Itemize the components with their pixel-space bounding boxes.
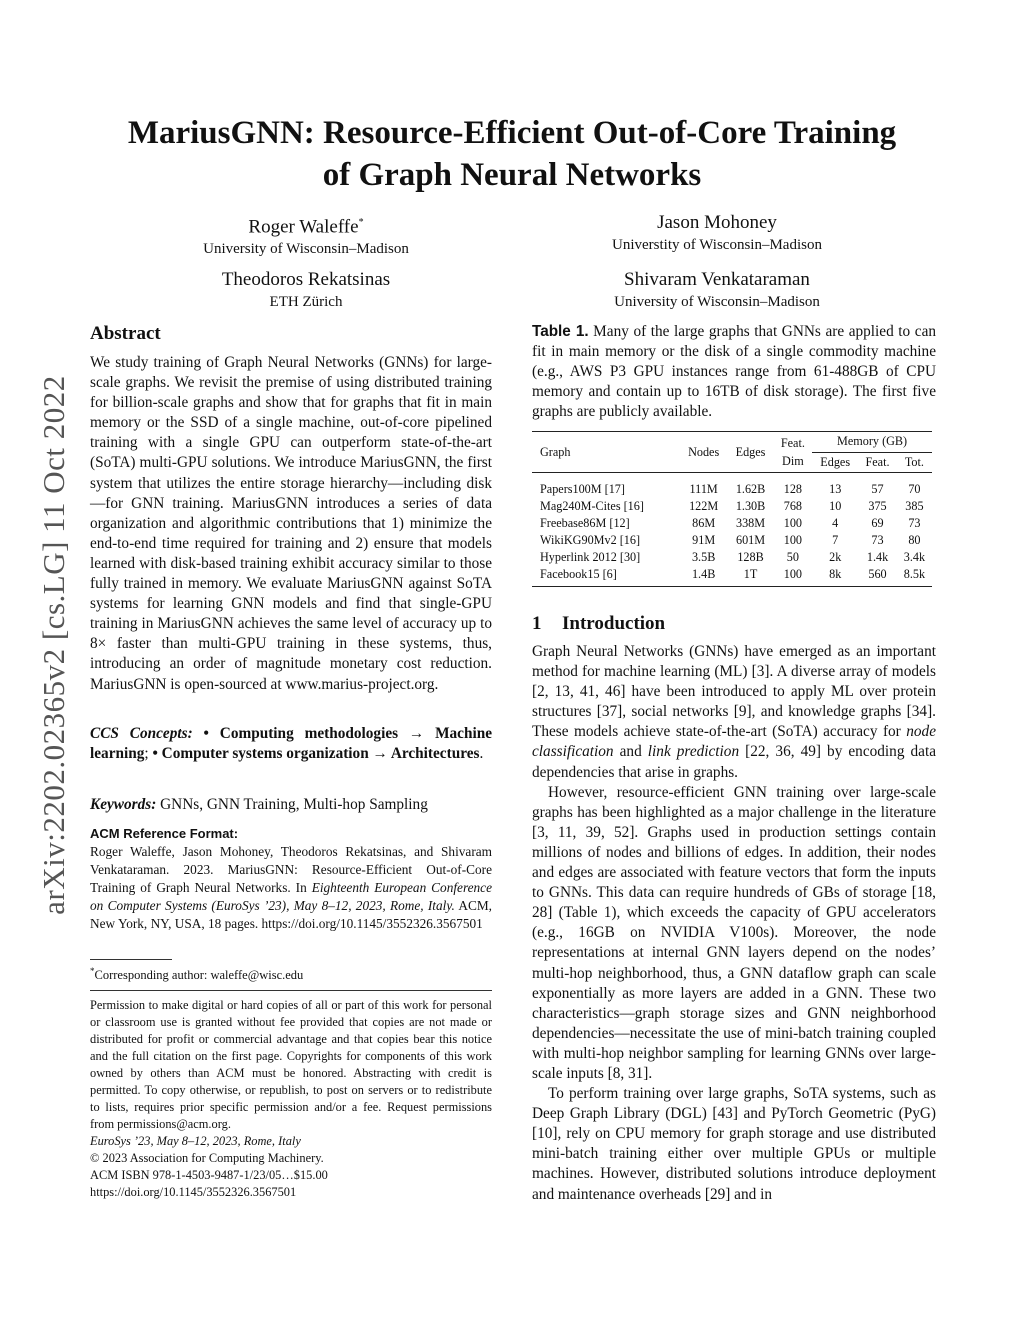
author-block	[126, 211, 486, 259]
table-cell: 69	[871, 516, 884, 530]
table-cell: Papers100M [17]	[540, 482, 625, 496]
intro-paragraph: Graph Neural Networks (GNNs) have emerged as an important method for machine learning (ML) [3]. A diverse array of models [2, 13, 41, 46] have been introduced to apply ML over protein structures [37], social networks [9], and knowledge graphs [34]. These models achieve state-of-the-art (SoTA) accuracy for node classification and link prediction [22, 36, 49] by encoding data dependencies that arise in graphs.	[532, 643, 936, 781]
table-cell: 768	[783, 499, 802, 513]
table-cell: 128B	[737, 550, 764, 564]
abstract-heading: Abstract	[90, 323, 161, 344]
intro-paragraph: However, resource-efficient GNN training over large-scale graphs has been highlighted as a major challenge in the literature [3, 11, 39, 52]. Graphs used in production settings contain millions of nodes and billions of edges. In addition, their nodes and edges are associated with feature vectors that form the inputs to GNNs. This data can require hundreds of GBs of storage [18, 28] (Table 1), which exceeds the capacity of GPU accelerators (e.g., 16GB on NVIDIA V100s). Moreover, the node representations at internal GNN layers depend on the nodes’ multi-hop neighborhood, thus, a GNN dataflow graph can scale exponentially as more layers are added in a GNN. These two characteristics—graph storage sizes and GNN neighborhood dependencies—necessitate the use of mini-batch training coupled with multi-hop neighbor sampling for learning GNNs over large-scale inputs [8, 31].	[532, 783, 936, 1082]
table-cell: Freebase86M [12]	[540, 516, 630, 530]
intro-heading	[532, 612, 665, 636]
intro-text	[532, 642, 936, 1205]
graphs-table	[532, 431, 932, 587]
acm-reference-tail: ACM, New York, NY, USA, 18 pages. https://doi.org/10.1145/3552326.3567501	[90, 898, 492, 931]
ccs-concepts: CCS Concepts: • Computing methodologies → Machine learning; • Computer systems organization → Architectures.	[90, 725, 493, 763]
arxiv-identifier: arXiv:2202.02365v2 [cs.LG] 11 Oct 2022	[36, 375, 71, 915]
intro-paragraph: To perform training over large graphs, SoTA systems, such as Deep Graph Library (DGL) [43] and PyTorch Geometric (PyG) [10], rely on CPU memory for graph storage and use distributed mini-batch training either over multiple GPUs or multiple machines. However, distributed solutions introduce deployment and maintenance overheads [29] and in	[532, 1085, 936, 1203]
section-number: 1	[532, 613, 542, 634]
footnote-divider	[90, 959, 172, 960]
section-title: Introduction	[562, 613, 666, 634]
keywords-text: GNNs, GNN Training, Multi-hop Sampling	[160, 796, 428, 813]
table-cell: 385	[905, 499, 924, 513]
author-block	[537, 268, 897, 312]
table-cell: 1T	[728, 566, 774, 587]
table-cell: 122M	[689, 499, 719, 513]
table-cell: Mag240M-Cites [16]	[540, 499, 644, 513]
column-header-graph: Graph	[532, 432, 680, 473]
table-cell: 3.4k	[903, 550, 926, 564]
keywords-label: Keywords:	[90, 796, 157, 813]
footnote: *Corresponding author: waleffe@wisc.edu	[90, 966, 304, 983]
conference-line: EuroSys ’23, May 8–12, 2023, Rome, Italy	[90, 1134, 301, 1148]
column-header-edges: Edges	[728, 432, 774, 473]
table-cell: 8k	[812, 566, 858, 587]
author-name: Roger Waleffe	[248, 216, 359, 238]
table-cell: 1.4B	[680, 566, 728, 587]
table-cell: 3.5B	[691, 550, 716, 564]
acm-reference-venue: Eighteenth European Conference on Computer Systems (EuroSys ’23), May 8–12, 2023, Rome, Italy.	[90, 880, 492, 913]
table-cell: 128	[783, 482, 802, 496]
author-affiliation: Universtity of Wisconsin–Madison	[612, 237, 822, 253]
table-cell: Facebook15 [6]	[532, 566, 680, 587]
table-cell: Hyperlink 2012 [30]	[540, 550, 641, 564]
table-cell: 4	[832, 516, 839, 530]
paper-title	[80, 112, 944, 196]
author-affiliation: ETH Zürich	[269, 294, 343, 310]
table-row	[532, 566, 932, 587]
column-header-mem-feat: Feat.	[858, 452, 897, 473]
table-cell: 1.62B	[735, 482, 766, 496]
table-cell: 100	[774, 566, 813, 587]
table-cell: 70	[908, 482, 921, 496]
acm-reference	[90, 825, 492, 933]
table-cell: 80	[908, 533, 921, 547]
table-caption-text: Many of the large graphs that GNNs are applied to can fit in main memory or the disk of a single commodity machine (e.g., AWS P3 GPU instances range from 61-488GB of CPU memory and contain up to 16TB of disk storage). The first five graphs are publicly available.	[532, 323, 937, 421]
ccs-item-1: Computing methodologies → Machine learning	[90, 725, 493, 763]
author-block	[537, 211, 897, 255]
permission-text: Permission to make digital or hard copies of all or part of this work for personal or classroom use is granted without fee provided that copies are not made or distributed for profit or commercial advantage and that copies bear this notice and the full citation on the first page. Copyrights for components of this work owned by others than ACM must be honored. Abstracting with credit is permitted. To copy otherwise, or republish, to post on servers or to redistribute to lists, requires prior specific permission and/or a fee. Request permissions from permissions@acm.org.	[90, 998, 492, 1131]
table-cell: 10	[829, 499, 842, 513]
author-block	[126, 268, 486, 312]
table-row	[532, 515, 932, 532]
permission-block	[90, 997, 492, 1201]
table-cell: 601M	[735, 533, 766, 547]
acm-reference-text: Roger Waleffe, Jason Mohoney, Theodoros Rekatsinas, and Shivaram Venkataraman. 2023. MariusGNN: Resource-Efficient Out-of-Core Training of Graph Neural Networks. In	[90, 844, 492, 895]
author-marker: *	[358, 217, 364, 228]
table-cell: 375	[868, 499, 887, 513]
acm-reference-heading: ACM Reference Format:	[90, 826, 239, 841]
ccs-item-2: Computer systems organization → Architectures	[161, 745, 480, 763]
table-cell: 100	[783, 516, 802, 530]
isbn-line: ACM ISBN 978-1-4503-9487-1/23/05…$15.00	[90, 1168, 328, 1182]
table-cell: 50	[786, 550, 799, 564]
column-header-mem-edges: Edges	[812, 452, 858, 473]
table-cell: 111M	[689, 482, 718, 496]
doi-line: https://doi.org/10.1145/3552326.3567501	[90, 1185, 297, 1199]
table-cell: 7	[832, 533, 839, 547]
column-header-mem-tot: Tot.	[897, 452, 932, 473]
table-cell: 73	[908, 516, 921, 530]
table-row	[532, 532, 932, 549]
title-line-2: of Graph Neural Networks	[322, 157, 702, 193]
column-header-nodes: Nodes	[680, 432, 728, 473]
keywords	[90, 795, 492, 815]
footnote-text: Corresponding author: waleffe@wisc.edu	[94, 968, 304, 983]
table-row	[532, 498, 932, 515]
author-name: Shivaram Venkataraman	[624, 269, 810, 290]
abstract-paragraph: We study training of Graph Neural Networks (GNNs) for large-scale graphs. We revisit the premise of using distributed training for billion-scale graphs and show that for graphs that fit in main memory or the SSD of a single machine, out-of-core pipelined training with a single GPU can outperform state-of-the-art (SoTA) multi-GPU solutions. We introduce MariusGNN, the first system that utilizes the entire storage hierarchy—including disk—for GNN training. MariusGNN introduces a series of data organization and algorithmic contributions that 1) minimize the end-to-end time required for training and 2) ensure that models learned with disk-based training exhibit accuracy similar to those fully trained in memory. We evaluate MariusGNN against SoTA systems for learning GNN models and find that single-GPU training in MariusGNN achieves the same level of accuracy up to 8× faster than multi-GPU training in these systems, thus, introducing an order of magnitude monetary cost reduction. MariusGNN is open-sourced at www.marius-project.org.	[90, 354, 492, 693]
table-cell: 1.30B	[735, 499, 766, 513]
author-affiliation: University of Wisconsin–Madison	[614, 294, 820, 310]
author-name: Jason Mohoney	[657, 212, 777, 233]
ccs-label: CCS Concepts:	[90, 725, 193, 742]
author-affiliation: University of Wisconsin–Madison	[203, 241, 409, 258]
table-caption-label: Table 1.	[532, 323, 589, 340]
table-caption	[532, 322, 936, 422]
table-row	[532, 473, 932, 498]
table-cell: 1.4k	[866, 550, 889, 564]
table-cell: 2k	[829, 550, 842, 564]
permission-divider	[90, 990, 492, 991]
title-line-1: MariusGNN: Resource-Efficient Out-of-Core Training	[127, 115, 897, 151]
table-cell: 560	[858, 566, 897, 587]
copyright-line: © 2023 Association for Computing Machinery.	[90, 1151, 324, 1165]
table-cell: 13	[829, 482, 842, 496]
table-cell: 91M	[692, 533, 716, 547]
author-name: Theodoros Rekatsinas	[221, 269, 391, 290]
column-header-memory: Memory (GB)	[812, 432, 932, 453]
table-row	[532, 549, 932, 566]
table-cell: 57	[871, 482, 884, 496]
table-cell: 8.5k	[897, 566, 932, 587]
table-cell: WikiKG90Mv2 [16]	[540, 533, 641, 547]
table-cell: 338M	[735, 516, 766, 530]
table-cell: 73	[871, 533, 884, 547]
column-header-feat-dim: Feat. Dim	[774, 432, 813, 473]
table-cell: 86M	[692, 516, 716, 530]
abstract-text	[90, 353, 492, 695]
table-cell: 100	[783, 533, 802, 547]
